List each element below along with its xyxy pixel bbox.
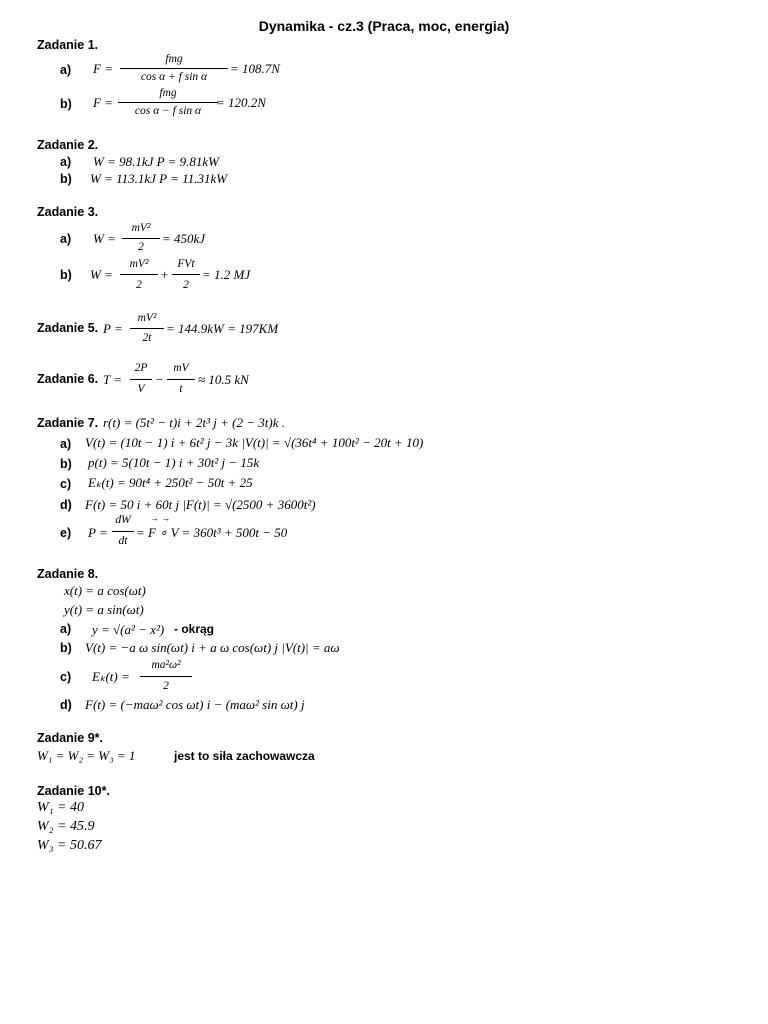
- zadanie-9-header: Zadanie 9*.: [37, 731, 103, 745]
- z3-a-numerator: mV²: [131, 222, 151, 234]
- z7-b-label: b): [60, 457, 72, 471]
- zadanie-3-header: Zadanie 3.: [37, 205, 99, 219]
- z9-note: jest to siła zachowawcza: [174, 749, 315, 763]
- z1-a-result: = 108.7N: [230, 61, 280, 76]
- z5-denominator: 2t: [142, 332, 152, 344]
- z3-b-lhs: W =: [90, 267, 113, 282]
- z3-b-plus: +: [160, 267, 169, 282]
- z6-numerator-2: mV: [173, 362, 189, 374]
- z6-denominator-2: t: [179, 383, 183, 395]
- z3-b-result: = 1.2 MJ: [202, 267, 251, 282]
- z7-c-expression: Eₖ(t) = 90t⁴ + 250t² − 50t + 25: [88, 475, 253, 490]
- z3-b-numerator-1: mV²: [129, 258, 149, 270]
- z8-a-label: a): [60, 622, 72, 636]
- z7-e-vector-arrows: → →: [150, 513, 171, 523]
- z7-d-expression: F(t) = 50 i + 60t j |F(t)| = √(2500 + 3600t²): [85, 497, 316, 512]
- z1-a-label: a): [60, 63, 72, 77]
- z10-w2: W₂ = 45.9: [37, 819, 95, 834]
- z6-lhs: T =: [103, 372, 123, 387]
- z1-b-denominator: cos α − f sin α: [134, 105, 202, 117]
- z8-c-fraction-bar: [140, 676, 192, 677]
- z8-b-expression: V(t) = −a ω sin(ωt) i + a ω cos(ωt) j |V(t)| = aω: [85, 640, 340, 655]
- z6-result: ≈ 10.5 kN: [198, 372, 249, 387]
- z8-d-label: d): [60, 698, 72, 712]
- z1-a-denominator: cos α + f sin α: [140, 71, 208, 83]
- z8-a-expression: y = √(a² − x²): [92, 622, 165, 637]
- z2-b-expression: W = 113.1kJ P = 11.31kW: [90, 171, 228, 186]
- z3-a-result: = 450kJ: [162, 231, 206, 246]
- z6-fraction-bar-2: [167, 379, 195, 380]
- z2-a-expression: W = 98.1kJ P = 9.81kW: [93, 154, 219, 169]
- z10-w3: W₃ = 50.67: [37, 838, 102, 853]
- z3-a-denominator: 2: [138, 241, 144, 253]
- z3-b-fraction-bar-1: [120, 274, 158, 275]
- page-title: Dynamika - cz.3 (Praca, moc, energia): [258, 18, 510, 34]
- z1-a-fraction-bar: [120, 68, 228, 69]
- z7-e-result: = F ∘ V = 360t³ + 500t − 50: [136, 525, 288, 540]
- z8-d-expression: F(t) = (−maω² cos ωt) i − (maω² sin ωt) j: [85, 697, 305, 712]
- z5-lhs: P =: [103, 321, 123, 336]
- z3-a-label: a): [60, 232, 72, 246]
- z7-e-label: e): [60, 526, 72, 540]
- z3-b-numerator-2: FVt: [177, 258, 195, 270]
- z1-b-numerator: fmg: [159, 87, 177, 99]
- z9-expression: W₁ = W₂ = W₃ = 1: [37, 748, 136, 763]
- z6-denominator-1: V: [137, 383, 145, 395]
- z3-b-denominator-2: 2: [183, 279, 189, 291]
- z7-given: r(t) = (5t² − t)i + 2t³ j + (2 − 3t)k .: [103, 415, 285, 430]
- z7-a-expression: V(t) = (10t − 1) i + 6t² j − 3k |V(t)| = √(36t⁴ + 100t² − 20t + 10): [85, 435, 424, 450]
- z3-a-fraction-bar: [122, 238, 160, 239]
- z8-b-label: b): [60, 641, 72, 655]
- zadanie-10-header: Zadanie 10*.: [37, 784, 110, 798]
- zadanie-5-header: Zadanie 5.: [37, 321, 99, 335]
- z3-b-label: b): [60, 268, 72, 282]
- z7-e-numerator: dW: [115, 514, 131, 526]
- zadanie-8-header: Zadanie 8.: [37, 567, 99, 581]
- z2-b-label: b): [60, 172, 72, 186]
- z6-numerator-1: 2P: [134, 362, 148, 374]
- zadanie-7-header: Zadanie 7.: [37, 416, 99, 430]
- z8-x-equation: x(t) = a cos(ωt): [64, 583, 146, 598]
- z1-b-label: b): [60, 97, 72, 111]
- z1-a-numerator: fmg: [165, 53, 183, 65]
- z1-b-fraction-bar: [118, 102, 218, 103]
- zadanie-1-header: Zadanie 1.: [37, 38, 99, 52]
- z3-b-denominator-1: 2: [136, 279, 142, 291]
- z8-c-numerator: ma²ω²: [151, 659, 181, 671]
- z6-fraction-bar-1: [130, 379, 152, 380]
- z8-y-equation: y(t) = a sin(ωt): [64, 602, 144, 617]
- z7-e-fraction-bar: [112, 531, 134, 532]
- z7-d-label: d): [60, 498, 72, 512]
- z6-minus: −: [155, 372, 164, 387]
- z2-a-label: a): [60, 155, 72, 169]
- z8-c-label: c): [60, 670, 72, 684]
- z7-b-expression: p(t) = 5(10t − 1) i + 30t² j − 15k: [88, 455, 260, 470]
- z5-numerator: mV²: [137, 312, 157, 324]
- z1-a-lhs: F =: [93, 61, 113, 76]
- z8-c-lhs: Eₖ(t) =: [92, 669, 130, 684]
- z7-e-lhs: P =: [88, 525, 108, 540]
- z5-result: = 144.9kW = 197KM: [166, 321, 279, 336]
- z1-b-result: = 120.2N: [216, 95, 266, 110]
- z10-w1: W₁ = 40: [37, 800, 84, 815]
- z8-a-note: - okrąg: [174, 622, 215, 636]
- z3-b-fraction-bar-2: [172, 274, 200, 275]
- z3-a-lhs: W =: [93, 231, 116, 246]
- z7-e-denominator: dt: [118, 535, 128, 547]
- zadanie-2-header: Zadanie 2.: [37, 138, 99, 152]
- z1-b-lhs: F =: [93, 95, 113, 110]
- z7-a-label: a): [60, 437, 72, 451]
- zadanie-6-header: Zadanie 6.: [37, 372, 99, 386]
- z8-c-denominator: 2: [163, 680, 169, 692]
- z7-c-label: c): [60, 477, 72, 491]
- z5-fraction-bar: [130, 328, 164, 329]
